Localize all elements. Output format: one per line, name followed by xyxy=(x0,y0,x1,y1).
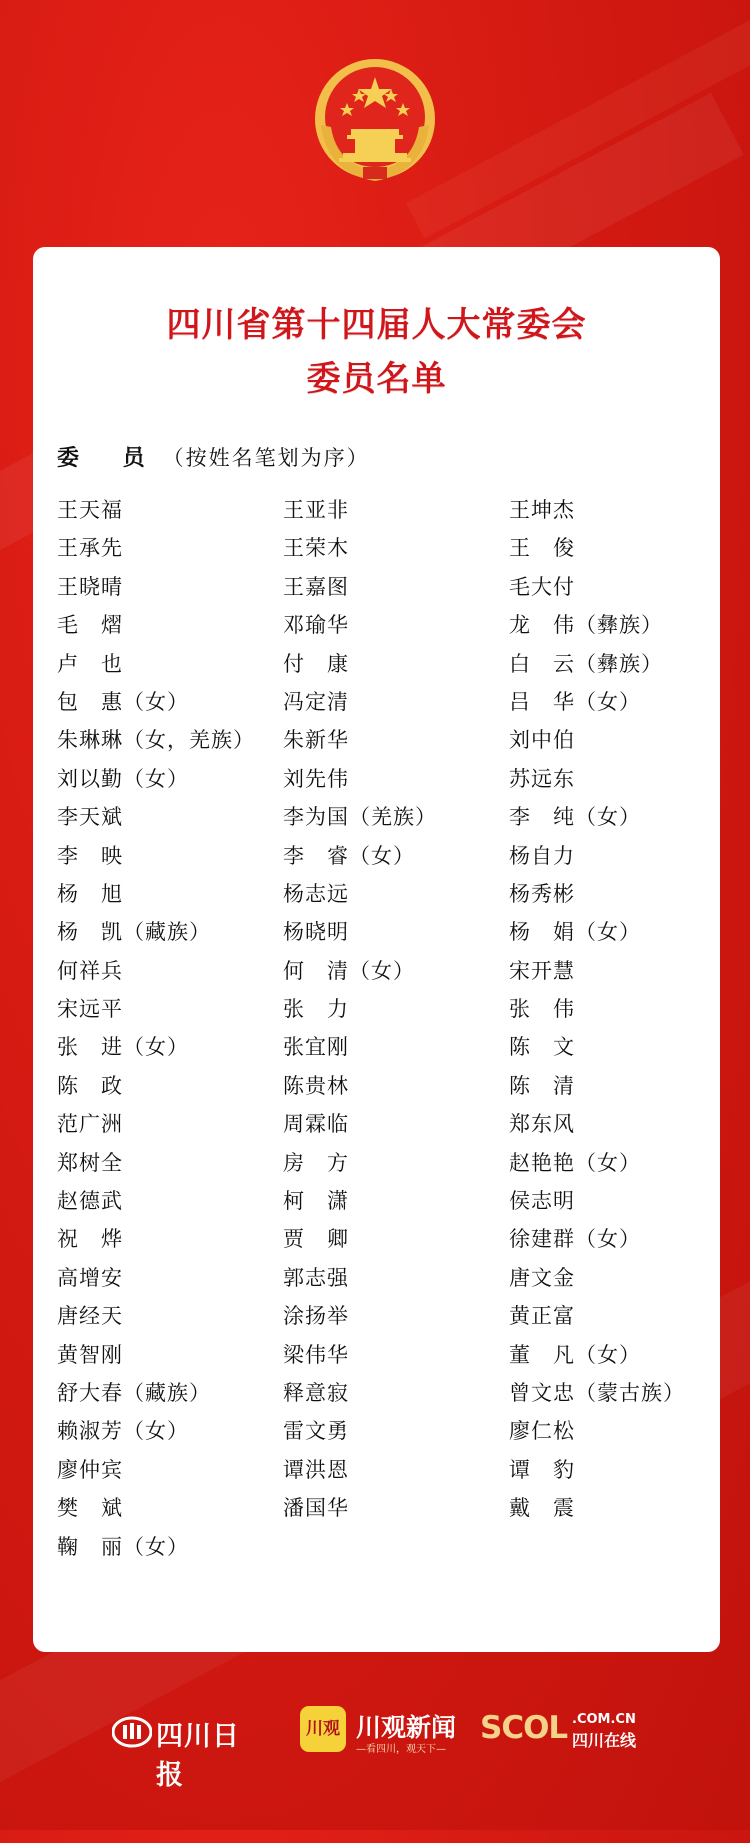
member-name: 赵德武 xyxy=(57,1189,123,1214)
scol-text: SCOL xyxy=(480,1710,568,1746)
member-name: 刘中伯 xyxy=(509,728,575,753)
member-name: 付 康 xyxy=(283,651,349,676)
member-name: 鞠 丽（女） xyxy=(57,1534,189,1559)
member-name: 廖仁松 xyxy=(509,1419,575,1444)
page-subtitle: 委员名单 xyxy=(306,359,447,399)
member-name: 王承先 xyxy=(57,536,123,561)
member-name: 何 清（女） xyxy=(283,958,415,983)
member-name: 贾 卿 xyxy=(283,1227,349,1252)
member-name: 舒大春（藏族） xyxy=(57,1380,211,1405)
member-name: 包 惠（女） xyxy=(57,689,189,714)
member-name: 李为国（羌族） xyxy=(283,805,437,830)
member-name: 杨 娟（女） xyxy=(509,920,641,945)
sichuan-daily-logo xyxy=(112,1712,262,1791)
member-name: 柯 潇 xyxy=(283,1189,349,1214)
member-name: 王亚非 xyxy=(283,498,349,522)
member-name: 杨志远 xyxy=(283,881,349,906)
member-name: 李 睿（女） xyxy=(283,843,415,868)
member-name: 张 伟 xyxy=(509,997,575,1022)
sichuan-daily-text: 四川日报 xyxy=(156,1721,240,1791)
member-name: 张宜刚 xyxy=(283,1035,349,1060)
member-name: 高增安 xyxy=(57,1265,123,1290)
member-name: 唐经天 xyxy=(57,1304,123,1329)
section-heading xyxy=(57,441,370,472)
member-name: 祝 烨 xyxy=(57,1227,123,1252)
member-name: 释意寂 xyxy=(283,1380,349,1405)
member-name: 郑东风 xyxy=(509,1112,575,1137)
member-name: 郭志强 xyxy=(283,1265,349,1290)
member-name: 王天福 xyxy=(57,498,123,522)
member-name: 杨 凯（藏族） xyxy=(57,920,211,945)
member-name: 赖淑芳（女） xyxy=(57,1419,189,1444)
national-emblem-icon xyxy=(307,55,443,191)
member-name: 王 俊 xyxy=(509,536,575,561)
member-name: 潘国华 xyxy=(283,1496,349,1521)
chuanguan-slogan: —看四川，观天下— xyxy=(356,1744,446,1755)
member-name: 吕 华（女） xyxy=(509,689,641,714)
footer-logos xyxy=(0,1700,750,1791)
member-name: 杨秀彬 xyxy=(509,881,575,906)
member-name: 朱新华 xyxy=(283,728,349,753)
member-name: 何祥兵 xyxy=(57,958,123,983)
member-name: 雷文勇 xyxy=(283,1419,349,1444)
member-name: 苏远东 xyxy=(509,766,575,791)
member-name: 宋开慧 xyxy=(509,958,575,983)
member-name: 张 力 xyxy=(283,997,349,1022)
member-name: 谭洪恩 xyxy=(283,1457,349,1482)
member-name: 王荣木 xyxy=(283,536,349,561)
member-name: 刘以勤（女） xyxy=(57,766,189,791)
member-name: 谭 豹 xyxy=(509,1457,575,1482)
heading-note: （按姓名笔划为序） xyxy=(162,446,370,470)
member-name: 侯志明 xyxy=(509,1189,575,1214)
member-name: 龙 伟（彝族） xyxy=(509,613,663,638)
member-name: 陈 文 xyxy=(509,1035,575,1060)
member-name: 朱琳琳（女，羌族） xyxy=(57,728,255,753)
member-name: 黄正富 xyxy=(509,1304,575,1329)
member-name: 邓瑜华 xyxy=(283,613,349,638)
member-name: 房 方 xyxy=(283,1150,349,1175)
member-name: 王晓晴 xyxy=(57,574,123,599)
member-name: 卢 也 xyxy=(57,651,123,676)
heading-label: 委 员 xyxy=(57,445,163,471)
member-name: 王嘉图 xyxy=(283,574,349,599)
member-name: 白 云（彝族） xyxy=(509,651,663,676)
member-name: 范广洲 xyxy=(57,1112,123,1137)
member-name: 樊 斌 xyxy=(57,1496,123,1521)
member-name: 曾文忠（蒙古族） xyxy=(509,1380,685,1405)
scol-cn-name: 四川在线 xyxy=(572,1731,637,1750)
member-name: 陈 清 xyxy=(509,1073,575,1098)
member-name: 毛 熠 xyxy=(57,613,123,638)
member-name: 杨晓明 xyxy=(283,920,349,945)
member-name: 董 凡（女） xyxy=(509,1342,641,1367)
member-name: 毛大付 xyxy=(509,574,575,599)
member-name: 杨自力 xyxy=(509,843,575,868)
member-name: 杨 旭 xyxy=(57,881,123,906)
member-name: 涂扬举 xyxy=(283,1304,349,1329)
member-name: 周霖临 xyxy=(283,1112,349,1137)
member-name: 冯定清 xyxy=(283,689,349,714)
member-name: 郑树全 xyxy=(57,1150,123,1175)
member-name: 李 纯（女） xyxy=(509,805,641,830)
member-name: 戴 震 xyxy=(509,1496,575,1521)
chuanguan-box: 川观 xyxy=(300,1706,346,1752)
scol-domain: .COM.CN xyxy=(572,1712,636,1727)
member-name: 陈 政 xyxy=(57,1073,123,1098)
member-name: 刘先伟 xyxy=(283,766,349,791)
member-name: 廖仲宾 xyxy=(57,1457,123,1482)
member-name: 张 进（女） xyxy=(57,1035,189,1060)
member-list-card xyxy=(33,247,720,1652)
page-title: 四川省第十四届人大常委会 xyxy=(166,305,587,345)
member-name: 黄智刚 xyxy=(57,1342,123,1367)
member-name: 李天斌 xyxy=(57,805,123,830)
sichuan-daily-mark-icon xyxy=(112,1716,152,1748)
member-name: 梁伟华 xyxy=(283,1342,349,1367)
member-name: 李 映 xyxy=(57,843,123,868)
chuanguan-name: 川观新闻 xyxy=(356,1713,457,1742)
member-name: 王坤杰 xyxy=(509,498,575,522)
member-name: 宋远平 xyxy=(57,997,123,1022)
member-name: 陈贵林 xyxy=(283,1073,349,1098)
member-name: 赵艳艳（女） xyxy=(509,1150,641,1175)
member-name: 徐建群（女） xyxy=(509,1227,641,1252)
member-name-grid xyxy=(57,491,707,1566)
member-name: 唐文金 xyxy=(509,1265,575,1290)
